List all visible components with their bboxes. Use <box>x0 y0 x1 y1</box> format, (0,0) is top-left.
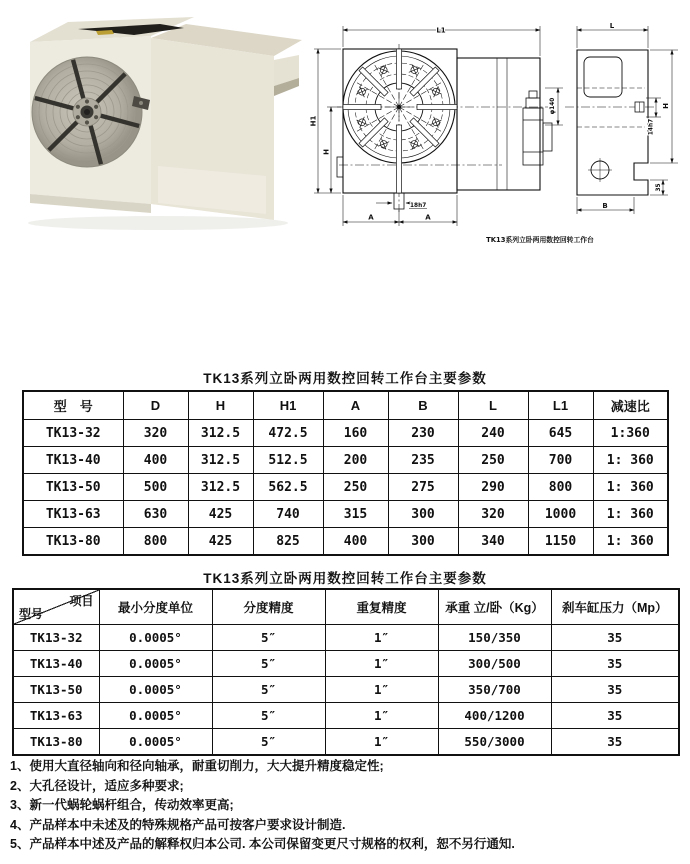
technical-drawing <box>310 6 690 252</box>
t1-cell: 472.5 <box>253 420 323 447</box>
side-view-dimensions <box>577 26 678 214</box>
t2-cell: 35 <box>551 703 679 729</box>
t2-header-cell: 刹车缸压力（Mp） <box>551 589 679 625</box>
t1-cell: 1: 360 <box>593 474 668 501</box>
t1-cell: 250 <box>458 447 528 474</box>
t1-header-cell: A <box>323 391 388 420</box>
center-lines <box>337 44 548 212</box>
t1-cell: 630 <box>123 501 188 528</box>
t1-row <box>23 501 668 528</box>
t2-corner-model-label: 型号 <box>19 607 44 621</box>
t2-row <box>13 729 679 756</box>
t2-model-cell: TK13-63 <box>13 703 99 729</box>
t1-model-cell: TK13-40 <box>23 447 123 474</box>
dim-14h7: 14h7 <box>648 118 655 136</box>
machine-body-right <box>151 24 302 220</box>
t1-cell: 1000 <box>528 501 593 528</box>
t1-model-cell: TK13-63 <box>23 501 123 528</box>
t1-cell: 825 <box>253 528 323 556</box>
t1-cell: 425 <box>188 501 253 528</box>
t1-cell: 1: 360 <box>593 528 668 556</box>
dim-L: L <box>609 22 615 30</box>
dim-35: 35 <box>656 183 662 192</box>
note-line-2: 2、大孔径设计，适应多种要求; <box>10 778 184 793</box>
t1-cell: 320 <box>458 501 528 528</box>
t1-cell: 320 <box>123 420 188 447</box>
t1-row <box>23 528 668 556</box>
t1-cell: 700 <box>528 447 593 474</box>
t1-cell: 400 <box>123 447 188 474</box>
motor-unit <box>523 91 552 165</box>
product-photo <box>8 6 308 236</box>
t1-cell: 200 <box>323 447 388 474</box>
t2-cell: 1″ <box>325 651 438 677</box>
note-line-1: 1、使用大直径轴向和径向轴承，耐重切削力，大大提升精度稳定性; <box>10 759 384 773</box>
t2-model-cell: TK13-32 <box>13 625 99 651</box>
t2-cell: 5″ <box>212 651 325 677</box>
t2-cell: 0.0005° <box>99 729 212 756</box>
t2-header-cell: 分度精度 <box>212 589 325 625</box>
t2-cell: 5″ <box>212 729 325 756</box>
t2-header-cell: 承重 立/卧（Kg） <box>438 589 551 625</box>
t1-cell: 1:360 <box>593 420 668 447</box>
t2-cell: 1″ <box>325 625 438 651</box>
dim-H-side: H <box>662 103 670 109</box>
t1-cell: 562.5 <box>253 474 323 501</box>
t2-cell: 0.0005° <box>99 677 212 703</box>
t1-header-cell: L1 <box>528 391 593 420</box>
t2-row <box>13 703 679 729</box>
t1-cell: 425 <box>188 528 253 556</box>
t2-cell: 300/500 <box>438 651 551 677</box>
t2-cell: 35 <box>551 625 679 651</box>
t1-header-cell: 型 号 <box>23 391 123 420</box>
t1-cell: 645 <box>528 420 593 447</box>
dim-L1: L1 <box>436 26 446 35</box>
t2-cell: 35 <box>551 651 679 677</box>
table2-title: TK13系列立卧两用数控回转工作台主要参数 <box>203 571 487 586</box>
t2-cell: 350/700 <box>438 677 551 703</box>
t1-row <box>23 474 668 501</box>
t1-cell: 160 <box>323 420 388 447</box>
t1-cell: 315 <box>323 501 388 528</box>
t1-cell: 300 <box>388 501 458 528</box>
note-line-5: 5、产品样本中述及产品的解释权归本公司. 本公司保留变更尺寸规格的权利，恕不另行通知. <box>10 837 515 851</box>
t1-model-cell: TK13-80 <box>23 528 123 556</box>
front-view <box>337 44 552 212</box>
t1-cell: 300 <box>388 528 458 556</box>
t1-header-cell: H1 <box>253 391 323 420</box>
t1-row <box>23 420 668 447</box>
t2-cell: 1″ <box>325 703 438 729</box>
t1-cell: 800 <box>123 528 188 556</box>
dim-A-right: A <box>425 213 431 222</box>
t2-cell: 5″ <box>212 677 325 703</box>
t2-cell: 400/1200 <box>438 703 551 729</box>
t2-header-cell: 最小分度单位 <box>99 589 212 625</box>
t1-cell: 500 <box>123 474 188 501</box>
t2-row <box>13 651 679 677</box>
t2-cell: 0.0005° <box>99 625 212 651</box>
photo-shadow <box>28 216 288 230</box>
t2-cell: 1″ <box>325 677 438 703</box>
t1-header-cell: 减速比 <box>593 391 668 420</box>
t1-cell: 312.5 <box>188 474 253 501</box>
t1-model-cell: TK13-32 <box>23 420 123 447</box>
t2-cell: 35 <box>551 729 679 756</box>
t1-cell: 800 <box>528 474 593 501</box>
t1-cell: 312.5 <box>188 420 253 447</box>
table1-title: TK13系列立卧两用数控回转工作台主要参数 <box>203 371 487 386</box>
t2-cell: 1″ <box>325 729 438 756</box>
t1-header-cell: D <box>123 391 188 420</box>
side-view <box>565 50 655 195</box>
t2-header-row <box>13 589 679 625</box>
spec-table-precision <box>12 588 680 756</box>
t1-cell: 275 <box>388 474 458 501</box>
dim-A-left: A <box>368 213 374 222</box>
t2-model-cell: TK13-40 <box>13 651 99 677</box>
t2-cell: 0.0005° <box>99 651 212 677</box>
t2-corner-item-label: 项目 <box>69 594 94 608</box>
notes-list <box>10 757 684 855</box>
t1-cell: 340 <box>458 528 528 556</box>
note-line-4: 4、产品样本中未述及的特殊规格产品可按客户要求设计制造. <box>10 817 346 832</box>
t1-cell: 250 <box>323 474 388 501</box>
t2-cell: 5″ <box>212 625 325 651</box>
t1-row <box>23 447 668 474</box>
note-line-3: 3、新一代蜗轮蜗杆组合，传动效率更高; <box>10 798 234 812</box>
t1-cell: 312.5 <box>188 447 253 474</box>
t2-corner-cell <box>13 589 99 625</box>
t2-model-cell: TK13-80 <box>13 729 99 756</box>
t1-cell: 400 <box>323 528 388 556</box>
t1-cell: 290 <box>458 474 528 501</box>
dim-H: H <box>322 149 331 155</box>
t1-model-cell: TK13-50 <box>23 474 123 501</box>
t2-header-cell: 重复精度 <box>325 589 438 625</box>
t1-cell: 230 <box>388 420 458 447</box>
t1-header-cell: B <box>388 391 458 420</box>
spec-table-dimensions <box>22 390 669 556</box>
t2-row <box>13 625 679 651</box>
dim-18h7: 18h7 <box>410 203 427 209</box>
t2-model-cell: TK13-50 <box>13 677 99 703</box>
drawing-caption: TK13系列立卧两用数控回转工作台 <box>486 236 594 244</box>
t1-cell: 512.5 <box>253 447 323 474</box>
t2-row <box>13 677 679 703</box>
t2-cell: 0.0005° <box>99 703 212 729</box>
t1-header-cell: H <box>188 391 253 420</box>
t1-cell: 1150 <box>528 528 593 556</box>
t1-cell: 1: 360 <box>593 501 668 528</box>
t2-cell: 550/3000 <box>438 729 551 756</box>
t1-cell: 240 <box>458 420 528 447</box>
t2-cell: 5″ <box>212 703 325 729</box>
dim-flange: φ140 <box>550 97 556 115</box>
t2-cell: 150/350 <box>438 625 551 651</box>
t1-cell: 235 <box>388 447 458 474</box>
t1-header-cell: L <box>458 391 528 420</box>
dim-H1: H1 <box>310 115 318 127</box>
dim-B: B <box>602 202 608 210</box>
t2-cell: 35 <box>551 677 679 703</box>
t1-cell: 740 <box>253 501 323 528</box>
t1-cell: 1: 360 <box>593 447 668 474</box>
t1-header-row <box>23 391 668 420</box>
